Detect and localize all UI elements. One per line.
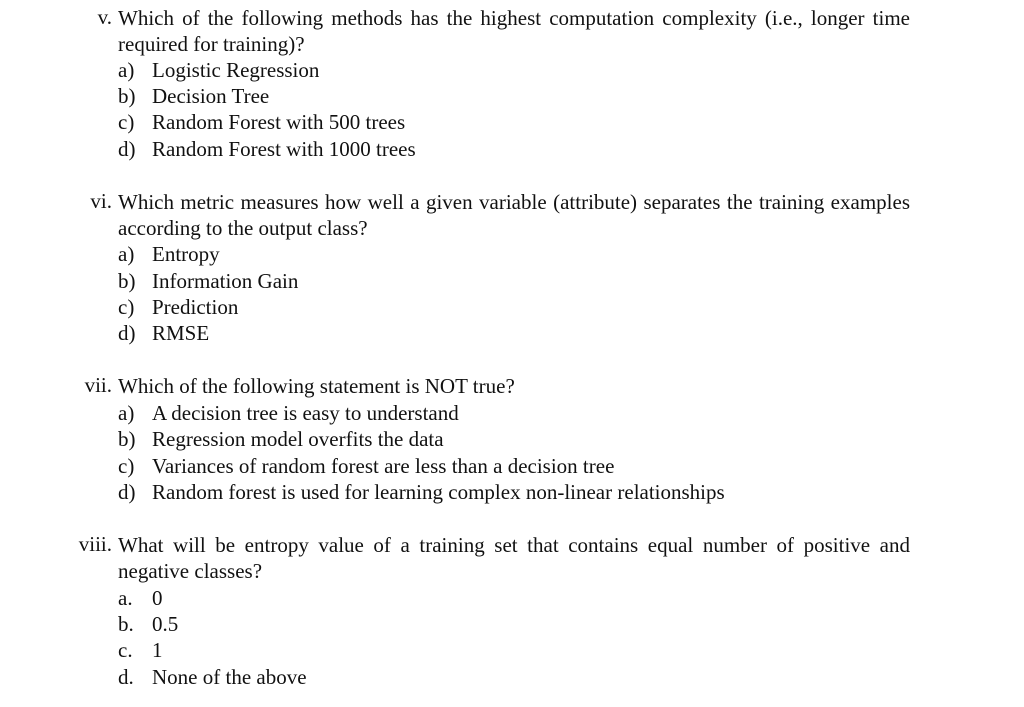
option-d [118, 136, 416, 162]
option-text: Prediction [152, 295, 239, 319]
option-letter: c) [118, 110, 135, 134]
option-b [118, 268, 298, 294]
option-letter: c. [118, 638, 133, 662]
option-text: Random forest is used for learning complex non-linear relationships [152, 480, 725, 504]
option-d [118, 479, 725, 505]
option-letter: b) [118, 427, 136, 451]
option-a [118, 241, 220, 267]
option-text: RMSE [152, 321, 210, 345]
option-text: Entropy [152, 242, 220, 266]
question-number: v. [97, 5, 112, 29]
option-letter: a) [118, 58, 135, 82]
option-letter: b. [118, 612, 134, 636]
option-letter: d. [118, 665, 134, 689]
option-letter: d) [118, 480, 136, 504]
option-letter: d) [118, 321, 136, 345]
option-c [118, 637, 163, 663]
option-c [118, 453, 614, 479]
option-a [118, 57, 319, 83]
option-text: Random Forest with 500 trees [152, 110, 406, 134]
option-text: Random Forest with 1000 trees [152, 137, 416, 161]
option-letter: d) [118, 137, 136, 161]
option-c [118, 109, 405, 135]
option-text: Regression model overfits the data [152, 427, 444, 451]
option-letter: a. [118, 586, 133, 610]
option-b [118, 83, 269, 109]
option-text: None of the above [152, 665, 307, 689]
question-text: What will be entropy value of a training set that contains equal number of positive and negative classes? [118, 533, 910, 583]
question-number: vi. [90, 189, 112, 213]
option-letter: b) [118, 84, 136, 108]
option-text: 1 [152, 638, 163, 662]
option-text: A decision tree is easy to understand [152, 401, 459, 425]
question-text: Which of the following methods has the highest computation complexity (i.e., longer time required for training)? [118, 6, 910, 56]
option-text: 0.5 [152, 612, 179, 636]
option-text: Variances of random forest are less than a decision tree [152, 454, 615, 478]
option-letter: c) [118, 454, 135, 478]
option-text: Logistic Regression [152, 58, 320, 82]
option-a [118, 585, 163, 611]
option-d [118, 320, 209, 346]
option-text: Decision Tree [152, 84, 270, 108]
question-number: viii. [78, 532, 112, 556]
question-number: vii. [84, 373, 112, 397]
option-letter: b) [118, 269, 136, 293]
option-d [118, 664, 307, 690]
option-b [118, 611, 178, 637]
option-letter: a) [118, 242, 135, 266]
option-c [118, 294, 238, 320]
question-text: Which of the following statement is NOT true? [118, 374, 515, 398]
option-letter: c) [118, 295, 135, 319]
option-text: Information Gain [152, 269, 299, 293]
option-b [118, 426, 444, 452]
option-letter: a) [118, 401, 135, 425]
question-text: Which metric measures how well a given variable (attribute) separates the training examples according to the output class? [118, 190, 910, 240]
option-text: 0 [152, 586, 163, 610]
option-a [118, 400, 459, 426]
